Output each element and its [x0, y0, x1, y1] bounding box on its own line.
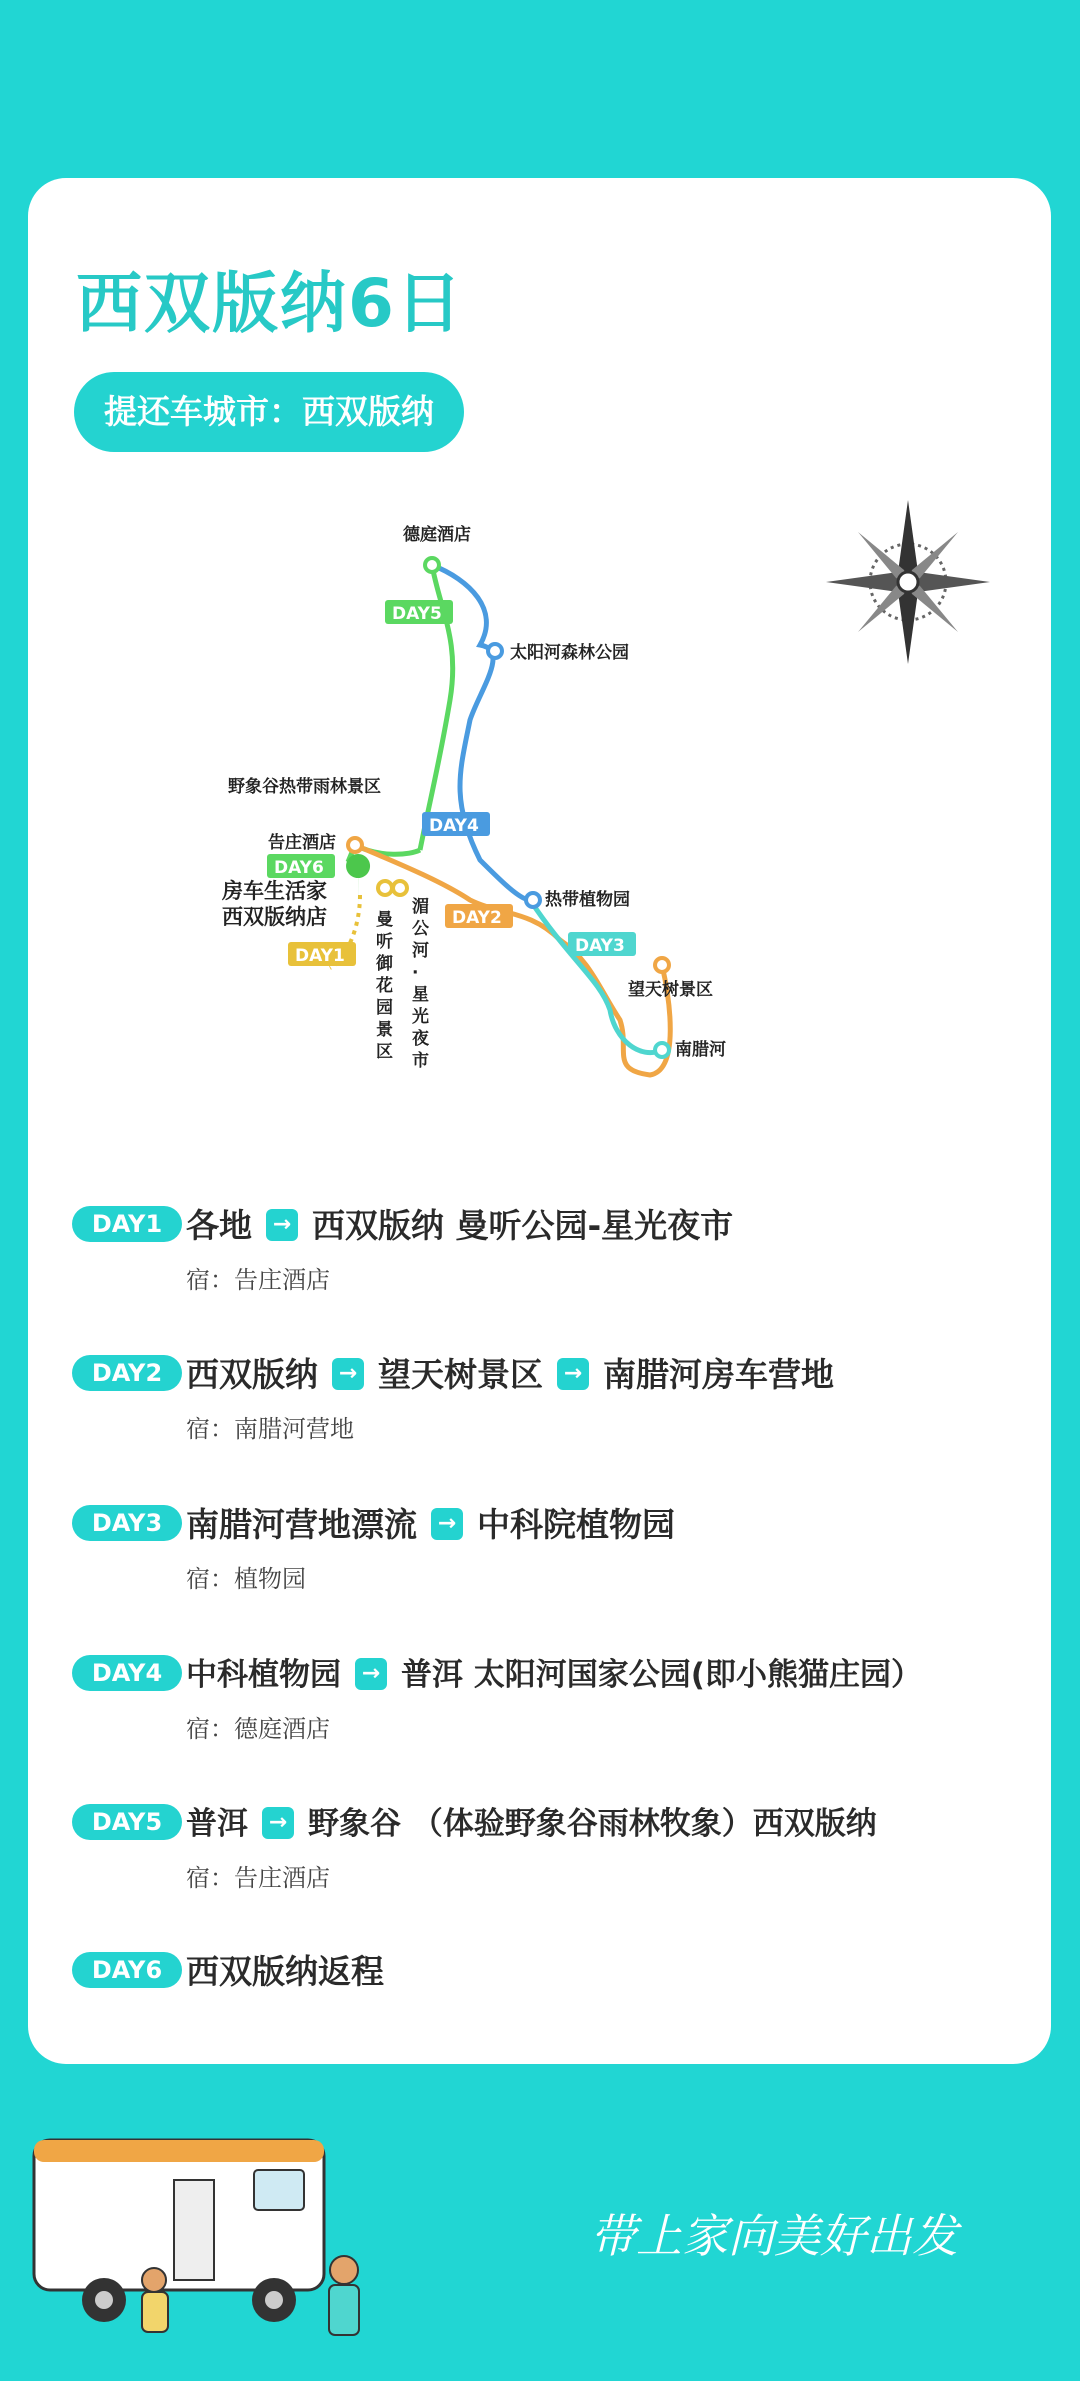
- label-store-2: 西双版纳店: [222, 905, 327, 929]
- label-wangtian: 望天树景区: [628, 980, 713, 1000]
- route-map: [0, 0, 1080, 1120]
- label-deting: 德庭酒店: [403, 525, 471, 545]
- arrow-right-icon: →: [266, 1209, 298, 1241]
- svg-text:·: ·: [412, 963, 419, 983]
- day-badge: DAY3: [72, 1505, 182, 1541]
- svg-text:公: 公: [412, 919, 429, 939]
- stay-text: 宿：告庄酒店: [186, 1266, 330, 1294]
- tag-day3: DAY3: [575, 936, 625, 956]
- route-line: 西双版纳 → 望天树景区 → 南腊河房车营地: [186, 1355, 834, 1394]
- tag-day1: DAY1: [295, 946, 345, 966]
- stay-text: 宿：南腊河营地: [186, 1415, 354, 1443]
- point-gaozhuang: [348, 838, 362, 852]
- label-gaozhuang: 告庄酒店: [268, 833, 336, 853]
- svg-text:听: 听: [376, 932, 393, 952]
- point-mengting: [378, 881, 392, 895]
- label-store-1: 房车生活家: [222, 879, 327, 903]
- point-botanical: [526, 893, 540, 907]
- day-badge: DAY1: [72, 1206, 182, 1242]
- day-badge: DAY5: [72, 1804, 182, 1840]
- point-taiyanghe: [488, 644, 502, 658]
- route-line: 西双版纳返程: [186, 1952, 384, 1991]
- point-nanla: [655, 1043, 669, 1057]
- arrow-right-icon: →: [557, 1358, 589, 1390]
- stay-text: 宿：告庄酒店: [186, 1864, 330, 1892]
- label-nanla: 南腊河: [675, 1040, 726, 1060]
- label-mengting: [375, 909, 393, 1062]
- svg-text:景: 景: [376, 1020, 393, 1040]
- page-title: 西双版纳6日: [76, 265, 464, 342]
- svg-text:光: 光: [412, 1007, 429, 1027]
- stay-text: 宿：植物园: [186, 1565, 306, 1593]
- svg-text:夜: 夜: [412, 1029, 429, 1049]
- tag-day2: DAY2: [452, 908, 502, 928]
- store-pin-icon: [346, 854, 370, 910]
- point-wangtian: [655, 958, 669, 972]
- arrow-right-icon: →: [355, 1658, 387, 1690]
- svg-text:星: 星: [412, 985, 429, 1005]
- route-line: 南腊河营地漂流 → 中科院植物园: [186, 1505, 675, 1544]
- svg-text:曼: 曼: [376, 910, 393, 930]
- arrow-right-icon: →: [431, 1508, 463, 1540]
- day-badge: DAY2: [72, 1355, 182, 1391]
- pickup-city-pill: 提还车城市：西双版纳: [74, 372, 464, 452]
- svg-text:湄: 湄: [412, 897, 429, 917]
- svg-text:御: 御: [376, 954, 393, 974]
- label-meigong: [412, 897, 430, 1071]
- svg-text:河: 河: [412, 941, 429, 961]
- day-badge: DAY6: [72, 1952, 182, 1988]
- svg-text:市: 市: [412, 1051, 429, 1071]
- stay-text: 宿：德庭酒店: [186, 1715, 330, 1743]
- svg-text:园: 园: [376, 998, 393, 1018]
- rv-illustration: [24, 2120, 384, 2360]
- route-line: 普洱 → 野象谷 （体验野象谷雨林牧象）西双版纳: [186, 1806, 877, 1842]
- tag-day5: DAY5: [392, 604, 442, 624]
- svg-text:区: 区: [376, 1042, 393, 1062]
- label-taiyanghe: 太阳河森林公园: [510, 643, 629, 663]
- day-badge: DAY4: [72, 1655, 182, 1691]
- route-line: 中科植物园 → 普洱 太阳河国家公园(即小熊猫庄园）: [186, 1657, 922, 1693]
- svg-text:花: 花: [376, 976, 393, 996]
- arrow-right-icon: →: [332, 1358, 364, 1390]
- compass-icon: [826, 500, 990, 664]
- slogan-text: 带上家向美好出发: [590, 2209, 958, 2263]
- point-meigong: [393, 881, 407, 895]
- label-yexianggu: 野象谷热带雨林景区: [228, 777, 381, 797]
- point-deting: [425, 558, 439, 572]
- route-line: 各地 → 西双版纳 曼听公园-星光夜市: [186, 1206, 734, 1245]
- tag-day6: DAY6: [274, 858, 324, 878]
- arrow-right-icon: →: [262, 1807, 294, 1839]
- label-botanical: 热带植物园: [545, 890, 630, 910]
- tag-day4: DAY4: [429, 816, 479, 836]
